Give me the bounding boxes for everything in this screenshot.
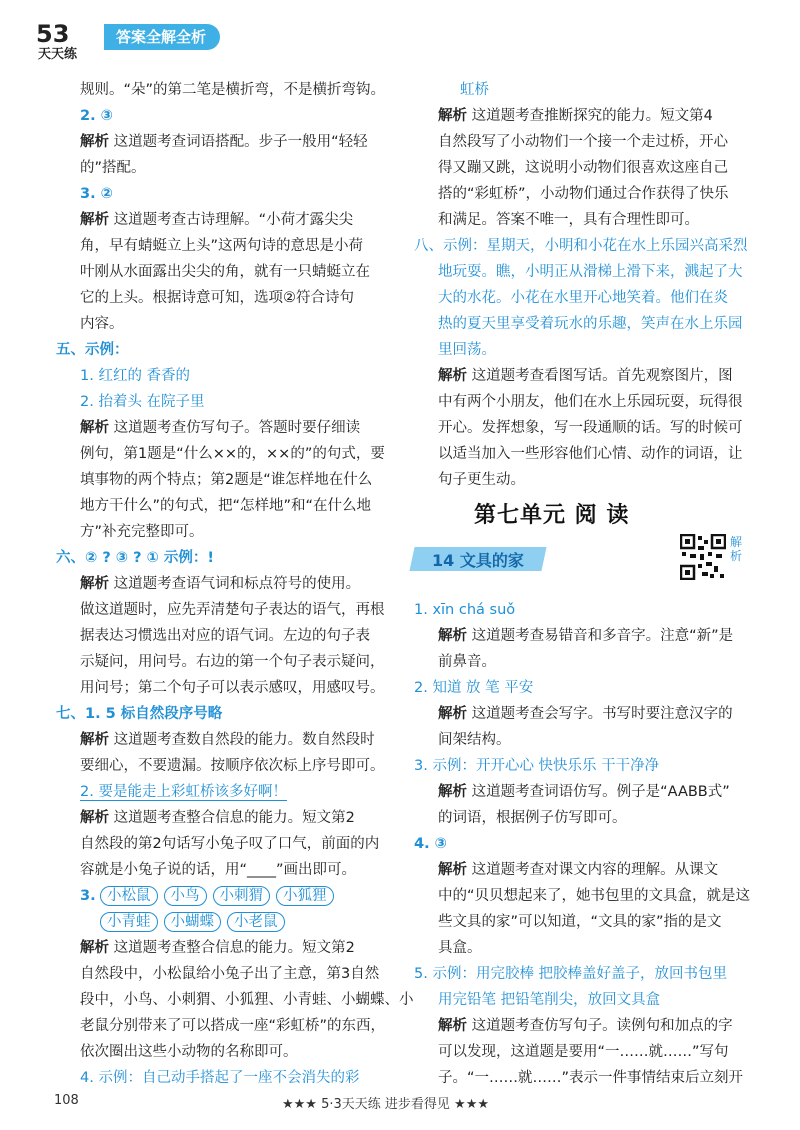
right-line — [438, 106, 713, 126]
analysis-label: 解析 — [438, 706, 467, 722]
left-line — [80, 730, 375, 750]
analysis-label: 解析 — [80, 212, 109, 228]
left-line: 内容。 — [80, 316, 124, 332]
right-line: 中的“贝贝想起来了，她书包里的文具盒，就是这 — [438, 888, 751, 904]
left-line: 例句，第1题是“什么××的，××的”的句式，要 — [80, 446, 385, 462]
left-line: 容就是小兔子说的话，用“____”画出即可。 — [80, 862, 357, 878]
analysis-text: 这道题考查整合信息的能力。短文第2 — [109, 810, 355, 826]
left-line: 依次圈出这些小动物的名称即可。 — [80, 1044, 298, 1060]
right-line — [438, 626, 733, 646]
right-line: 些文具的家”可以知道，“文具的家”指的是文 — [438, 914, 722, 930]
right-line — [438, 366, 733, 386]
left-line: 自然段中，小松鼠给小兔子出了主意，第3自然 — [80, 966, 380, 982]
left-line: 自然段的第2句话写小兔子叹了口气，前面的内 — [80, 836, 380, 852]
analysis-text: 这道题考查词语搭配。步子一般用“轻轻 — [109, 134, 368, 150]
right-line: 虹桥 — [460, 82, 489, 98]
analysis-label: 解析 — [80, 940, 109, 956]
analysis-text: 这道题考查数自然段的能力。数自然段时 — [109, 732, 375, 748]
right-line: 得又蹦又跳，这说明小动物们很喜欢这座自己 — [438, 160, 728, 176]
analysis-text: 这道题考查古诗理解。“小荷才露尖尖 — [109, 212, 354, 228]
left-line — [80, 132, 368, 152]
left-line: 七、1. 5 标自然段序号略 — [56, 706, 223, 722]
right-line: 4. ③ — [414, 836, 447, 852]
right-line: 5. 示例：用完胶棒 把胶棒盖好盖子，放回书包里 — [414, 966, 728, 982]
analysis-text: 这道题考查整合信息的能力。短文第2 — [109, 940, 355, 956]
left-line: 地方干什么”的句式，把“怎样地”和“在什么地 — [80, 498, 372, 514]
qr-code-icon[interactable] — [680, 534, 726, 580]
circled-answer: 小蝴蝶 — [164, 912, 222, 932]
right-line: 开心。发挥想象，写一段通顺的话。写的时候可 — [438, 420, 743, 436]
right-line: 中有两个小朋友，他们在水上乐园玩耍，玩得很 — [438, 394, 743, 410]
circled-answer: 小鸟 — [164, 886, 207, 906]
left-line: 规则。“朵”的第二笔是横折弯，不是横折弯钩。 — [80, 82, 386, 98]
svg-text:天天练: 天天练 — [38, 47, 78, 60]
qr-label: 解析 — [730, 535, 743, 563]
footer-text: ★★★ 5·3天天练 进步看得见 ★★★ — [282, 1097, 489, 1112]
left-line — [80, 574, 360, 594]
oval-row — [100, 912, 291, 932]
question-number: 3. — [80, 888, 96, 904]
analysis-label: 解析 — [438, 1018, 467, 1034]
left-line: 段中，小鸟、小刺猬、小狐狸、小青蛙、小蝴蝶、小 — [80, 992, 414, 1008]
right-line: 自然段写了小动物们一个接一个走过桥，开心 — [438, 134, 728, 150]
right-line: 大的水花。小花在水里开心地笑着。他们在炎 — [438, 290, 728, 306]
oval-row — [100, 886, 340, 906]
left-line: 2. 抬着头 在院子里 — [80, 394, 205, 410]
left-line: 方”补充完整即可。 — [80, 524, 204, 540]
right-line — [438, 1016, 733, 1036]
left-line: 3. ② — [80, 186, 113, 202]
left-line: 角，早有蜻蜓立上头”这两句诗的意思是小荷 — [80, 238, 364, 254]
left-line: 做这道题时，应先弄清楚句子表达的语气，再根 — [80, 602, 385, 618]
right-line: 和满足。答案不唯一，具有合理性即可。 — [438, 212, 699, 228]
left-line: 它的上头。根据诗意可知，选项②符合诗句 — [80, 290, 354, 306]
right-line: 的词语，根据例子仿写即可。 — [438, 810, 627, 826]
right-line: 2. 知道 放 笔 平安 — [414, 680, 534, 696]
left-line: 六、② ? ③ ? ① 示例：! — [56, 550, 215, 566]
left-line: 据表达习惯选出对应的语气词。左边的句子表 — [80, 628, 370, 644]
left-line: 老鼠分别带来了可以搭成一座“彩虹桥”的东西， — [80, 1018, 386, 1034]
circled-answer: 小刺猬 — [213, 886, 271, 906]
right-line: 句子更生动。 — [438, 472, 525, 488]
left-line: 填事物的两个特点；第2题是“谁怎样地在什么 — [80, 472, 373, 488]
page-number: 108 — [54, 1093, 79, 1108]
left-line — [80, 808, 355, 828]
analysis-label: 解析 — [80, 810, 109, 826]
right-line — [438, 704, 733, 724]
left-line: 的”搭配。 — [80, 160, 146, 176]
analysis-text: 这道题考查词语仿写。例子是“AABB式” — [467, 784, 730, 800]
header-badge: 答案全解全析 — [104, 24, 220, 50]
analysis-label: 解析 — [438, 368, 467, 384]
left-line — [80, 938, 355, 958]
circled-answer: 小老鼠 — [227, 912, 285, 932]
right-line: 以适当加入一些形容他们心情、动作的词语，让 — [438, 446, 743, 462]
analysis-text: 这道题考查看图写话。首先观察图片，图 — [467, 368, 733, 384]
analysis-label: 解析 — [438, 108, 467, 124]
analysis-text: 这道题考查语气词和标点符号的使用。 — [109, 576, 361, 592]
unit-title: 第七单元 阅 读 — [474, 503, 630, 528]
analysis-label: 解析 — [438, 862, 467, 878]
left-line: 示疑问，用问号。右边的第一个句子表示疑问， — [80, 654, 385, 670]
analysis-text: 这道题考查仿写句子。答题时要仔细读 — [109, 420, 361, 436]
analysis-text: 这道题考查易错音和多音字。注意“新”是 — [467, 628, 734, 644]
right-line — [438, 782, 730, 802]
analysis-label: 解析 — [438, 784, 467, 800]
right-line: 地玩耍。瞧，小明正从滑梯上滑下来，溅起了大 — [438, 264, 743, 280]
right-line: 热的夏天里享受着玩水的乐趣，笑声在水上乐园 — [438, 316, 743, 332]
logo-icon — [34, 16, 104, 60]
right-line: 可以发现，这道题是要用“一……就……”写句 — [438, 1044, 729, 1060]
underlined-text: 2. 要是能走上彩虹桥该多好啊！ — [80, 784, 287, 800]
right-line — [438, 860, 718, 880]
right-line: 搭的“彩虹桥”，小动物们通过合作获得了快乐 — [438, 186, 729, 202]
left-line: 要细心，不要遗漏。按顺序依次标上序号即可。 — [80, 758, 385, 774]
left-line — [80, 782, 287, 802]
analysis-text: 这道题考查仿写句子。读例句和加点的字 — [467, 1018, 733, 1034]
left-line: 1. 红红的 香香的 — [80, 368, 191, 384]
left-line: 五、示例： — [56, 342, 129, 358]
right-line: 间架结构。 — [438, 732, 511, 748]
circled-answer: 小狐狸 — [276, 886, 334, 906]
right-line: 里回荡。 — [438, 342, 496, 358]
left-line — [80, 418, 360, 438]
analysis-label: 解析 — [80, 420, 109, 436]
circled-answer: 小松鼠 — [100, 886, 158, 906]
left-line: 用问号；第二个句子可以表示感叹，用感叹号。 — [80, 680, 385, 696]
analysis-label: 解析 — [80, 134, 109, 150]
right-line: 1. xīn chá suǒ — [414, 602, 516, 618]
left-line: 4. 示例：自己动手搭起了一座不会消失的彩 — [80, 1070, 360, 1086]
left-line: 叶刚从水面露出尖尖的角，就有一只蜻蜓立在 — [80, 264, 370, 280]
right-line: 八、示例：星期天，小明和小花在水上乐园兴高采烈 — [414, 238, 748, 254]
left-line — [80, 210, 353, 230]
circled-answer: 小青蛙 — [100, 912, 158, 932]
right-line: 用完铅笔 把铅笔削尖，放回文具盒 — [438, 992, 661, 1008]
analysis-text: 这道题考查对课文内容的理解。从课文 — [467, 862, 719, 878]
analysis-label: 解析 — [80, 576, 109, 592]
right-line: 子。“一……就……”表示一件事情结束后立刻开 — [438, 1070, 744, 1086]
lesson-title: 14 文具的家 — [432, 551, 524, 570]
right-line: 具盒。 — [438, 940, 482, 956]
left-line: 2. ③ — [80, 108, 113, 124]
right-line: 前鼻音。 — [438, 654, 496, 670]
analysis-label: 解析 — [438, 628, 467, 644]
analysis-text: 这道题考查推断探究的能力。短文第4 — [467, 108, 713, 124]
analysis-text: 这道题考查会写字。书写时要注意汉字的 — [467, 706, 733, 722]
svg-text:53: 53 — [36, 20, 70, 48]
analysis-label: 解析 — [80, 732, 109, 748]
right-line: 3. 示例：开开心心 快快乐乐 干干净净 — [414, 758, 660, 774]
